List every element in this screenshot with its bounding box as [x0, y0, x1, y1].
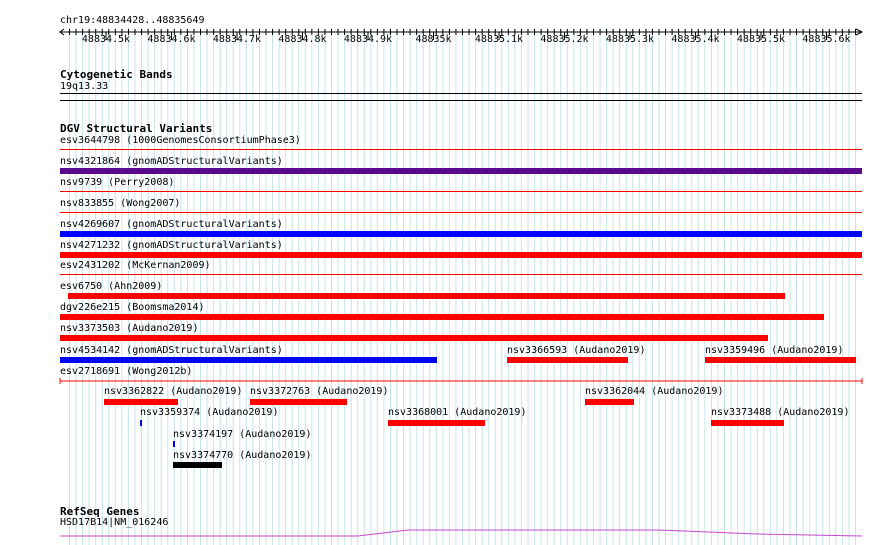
variant-label[interactable]: nsv3366593 (Audano2019) [507, 345, 646, 356]
variant-bar[interactable] [60, 168, 862, 174]
cytoband-label: 19q13.33 [60, 81, 109, 92]
variant-label[interactable]: esv6750 (Ahn2009) [60, 281, 163, 292]
variant-label[interactable]: nsv4321864 (gnomADStructuralVariants) [60, 156, 283, 167]
variant-label[interactable]: nsv9739 (Perry2008) [60, 177, 175, 188]
gene-label[interactable]: HSD17B14|NM_016246 [60, 517, 169, 528]
variant-bar[interactable] [711, 420, 784, 426]
variant-bar[interactable] [173, 462, 222, 468]
variant-bar[interactable] [104, 399, 178, 405]
refseq-track-title[interactable]: RefSeq Genes [60, 505, 140, 518]
variant-bar[interactable] [140, 420, 142, 426]
variant-span-line[interactable] [58, 376, 864, 386]
ruler-tick-label: 48834.8k [278, 34, 327, 45]
variant-label[interactable]: nsv3359374 (Audano2019) [140, 407, 279, 418]
ruler-tick-label: 48835.2k [540, 34, 589, 45]
variant-span-line[interactable] [60, 191, 862, 192]
variant-label[interactable]: nsv3362044 (Audano2019) [585, 386, 724, 397]
ruler-tick-label: 48834.6k [147, 34, 196, 45]
variant-label[interactable]: nsv3374197 (Audano2019) [173, 429, 312, 440]
variant-label[interactable]: nsv3368001 (Audano2019) [388, 407, 527, 418]
variant-bar[interactable] [250, 399, 347, 405]
variant-bar[interactable] [60, 357, 437, 363]
dgv-track-title[interactable]: DGV Structural Variants [60, 122, 213, 135]
variant-bar[interactable] [173, 441, 175, 447]
variant-label[interactable]: esv2718691 (Wong2012b) [60, 366, 193, 377]
ruler-tick-label: 48834.9k [343, 34, 393, 45]
variant-bar[interactable] [585, 399, 634, 405]
ruler-tick-label: 48834.7k [212, 34, 262, 45]
variant-label[interactable]: nsv3373503 (Audano2019) [60, 323, 199, 334]
variant-label[interactable]: nsv833855 (Wong2007) [60, 198, 181, 209]
variant-bar[interactable] [68, 293, 785, 299]
variant-span-line[interactable] [60, 274, 862, 275]
variant-label[interactable]: dgv226e215 (Boomsma2014) [60, 302, 205, 313]
variant-bar[interactable] [60, 335, 768, 341]
variant-span-line[interactable] [60, 149, 862, 150]
variant-span-line[interactable] [60, 212, 862, 213]
ruler-tick-label: 48835k [415, 34, 452, 45]
variant-bar[interactable] [60, 231, 862, 237]
variant-label[interactable]: nsv3359496 (Audano2019) [705, 345, 844, 356]
ruler-tick-label: 48835.6k [802, 34, 851, 45]
variant-label[interactable]: nsv3373488 (Audano2019) [711, 407, 850, 418]
variant-label[interactable]: esv3644798 (1000GenomesConsortiumPhase3) [60, 135, 301, 146]
variant-bar[interactable] [507, 357, 628, 363]
variant-bar[interactable] [705, 357, 856, 363]
cytoband-line[interactable] [60, 93, 862, 94]
variant-bar[interactable] [60, 314, 824, 320]
section-divider [60, 100, 862, 101]
variant-bar[interactable] [388, 420, 485, 426]
variant-label[interactable]: nsv4534142 (gnomADStructuralVariants) [60, 345, 283, 356]
ruler-position-label: chr19:48834428..48835649 [60, 15, 205, 26]
variant-bar[interactable] [60, 252, 862, 258]
variant-label[interactable]: nsv4271232 (gnomADStructuralVariants) [60, 240, 283, 251]
ruler-tick-label: 48835.5k [736, 34, 786, 45]
ruler-tick-label: 48834.5k [81, 34, 131, 45]
variant-label[interactable]: nsv3362822 (Audano2019) [104, 386, 243, 397]
ruler-tick-label: 48835.3k [605, 34, 655, 45]
variant-label[interactable]: nsv4269607 (gnomADStructuralVariants) [60, 219, 283, 230]
cytoband-track-title[interactable]: Cytogenetic Bands [60, 68, 173, 81]
variant-label[interactable]: nsv3374770 (Audano2019) [173, 450, 312, 461]
ruler-tick-label: 48835.4k [671, 34, 720, 45]
variant-label[interactable]: esv2431202 (McKernan2009) [60, 260, 211, 271]
variant-label[interactable]: nsv3372763 (Audano2019) [250, 386, 389, 397]
gene-model[interactable] [58, 526, 864, 540]
ruler-tick-label: 48835.1k [474, 34, 524, 45]
